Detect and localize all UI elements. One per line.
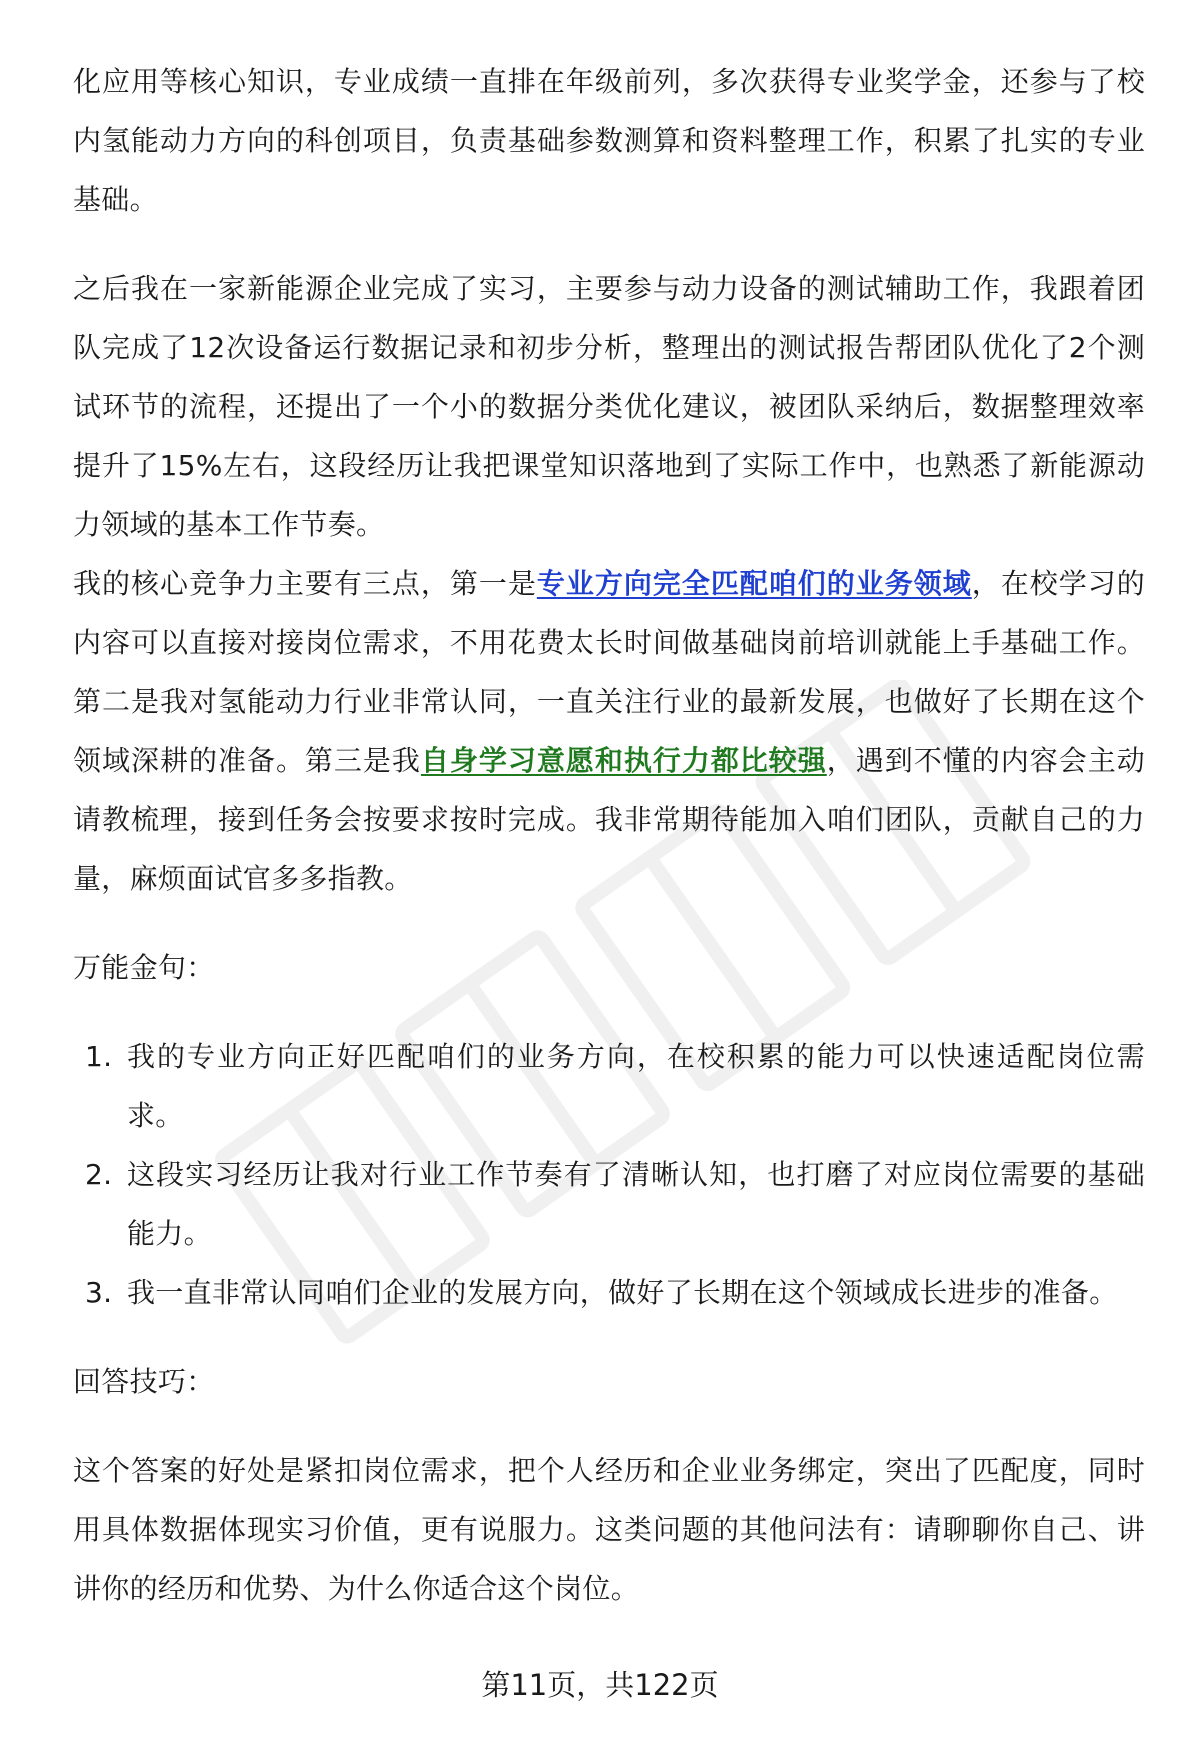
golden-sentences-list [73,1027,1145,1322]
text-segment: 我的核心竞争力主要有三点，第一是 [73,567,537,600]
list-item [73,1027,1145,1145]
list-number: 2. [85,1158,113,1191]
list-item-text: 我的专业方向正好匹配咱们的业务方向，在校积累的能力可以快速适配岗位需求。 [127,1040,1145,1132]
document-body [73,52,1145,1618]
text-segment: ，遇到不懂的内容会主动请教梳理，接到任务会按要求按时完成。我非常期待能加入咱们团队，贡献自己的力量，麻烦面试官多多指教。 [73,744,1146,895]
paragraph-answer-tips: 这个答案的好处是紧扣岗位需求，把个人经历和企业业务绑定，突出了匹配度，同时用具体数据体现实习价值，更有说服力。这类问题的其他问法有：请聊聊你自己、讲讲你的经历和优势、为什么你适合这个岗位。 [73,1454,1145,1605]
section-label-golden-sentences: 万能金句： [73,951,215,984]
paragraph-internship: 之后我在一家新能源企业完成了实习，主要参与动力设备的测试辅助工作，我跟着团队完成了12次设备运行数据记录和初步分析，整理出的测试报告帮团队优化了2个测试环节的流程，还提出了一个小的数据分类优化建议，被团队采纳后，数据整理效率提升了15%左右，这段经历让我把课堂知识落地到了实际工作中，也熟悉了新能源动力领域的基本工作节奏。 [73,272,1145,541]
list-number: 1. [85,1040,113,1073]
page-number: 第11页，共122页 [481,1668,719,1702]
list-item [73,1145,1145,1263]
list-item-text: 这段实习经历让我对行业工作节奏有了清晰认知，也打磨了对应岗位需要的基础能力。 [127,1158,1145,1250]
list-item-text: 我一直非常认同咱们企业的发展方向，做好了长期在这个领域成长进步的准备。 [127,1276,1118,1309]
section-label-answer-tips: 回答技巧： [73,1365,215,1398]
paragraph-core-competence [73,554,1145,908]
highlight-major-match: 专业方向完全匹配咱们的业务领域 [536,567,972,600]
paragraph-education: 化应用等核心知识，专业成绩一直排在年级前列，多次获得专业奖学金，还参与了校内氢能动力方向的科创项目，负责基础参数测算和资料整理工作，积累了扎实的专业基础。 [73,65,1145,216]
list-item [73,1263,1145,1322]
list-number: 3. [85,1276,113,1309]
highlight-learning-execution: 自身学习意愿和执行力都比较强 [420,744,827,777]
text-segment: ，在校学习的内容可以直接对接岗位需求，不用花费太长时间做基础岗前培训就能上手基础工作。第二是我对氢能动力行业非常认同，一直关注行业的最新发展，也做好了长期在这个领域深耕的准备。第三是我 [73,567,1145,777]
